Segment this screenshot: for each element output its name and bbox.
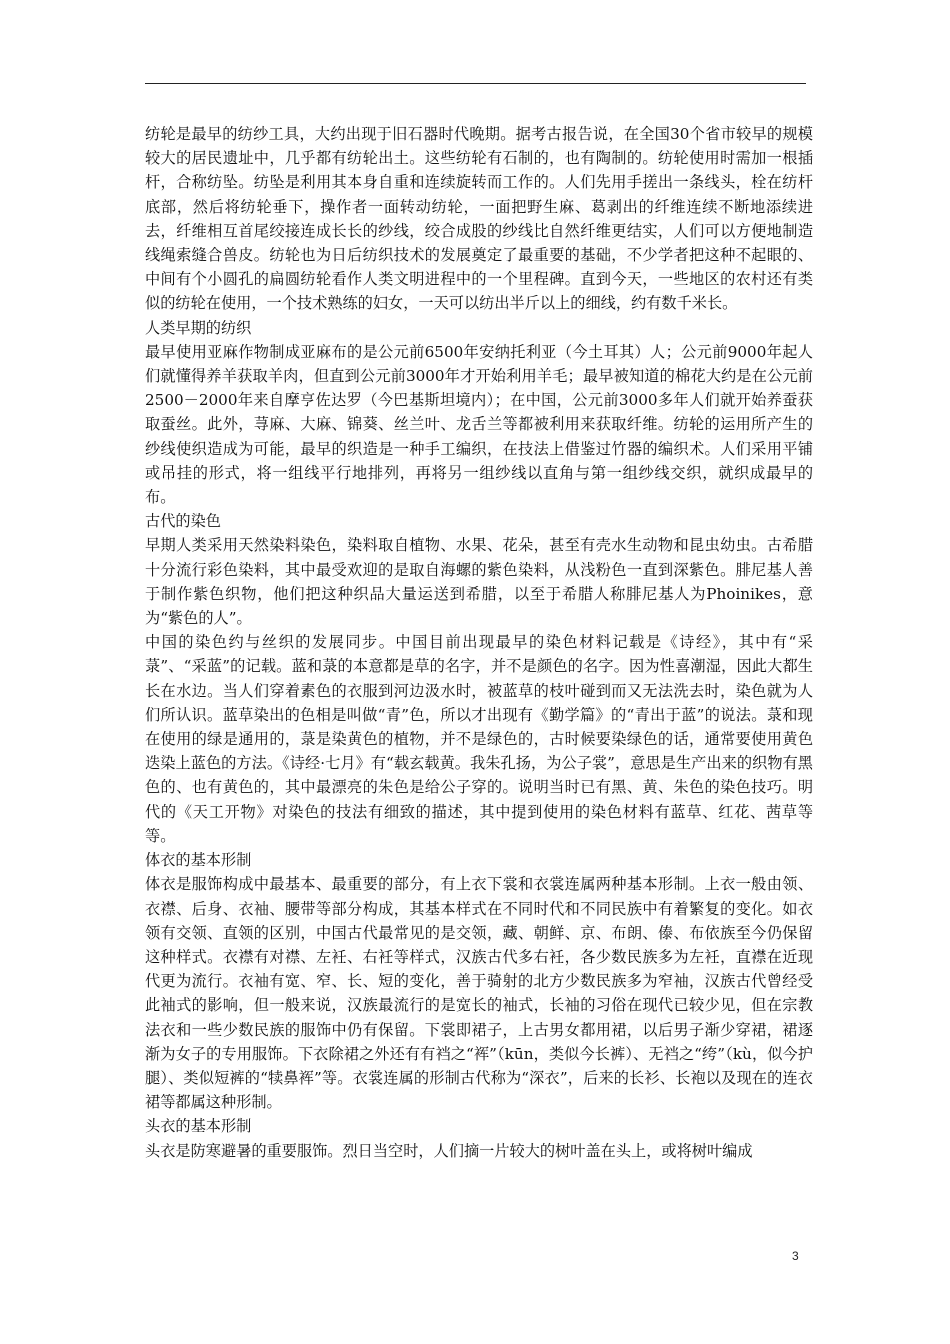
page-number: 3: [792, 1249, 799, 1263]
heading-early-textiles: 人类早期的纺织: [145, 318, 252, 337]
paragraph-body-garment: 体衣是服饰构成中最基本、最重要的部分，有上衣下裳和衣裳连属两种基本形制。上衣一般由领、衣襟、后身、衣袖、腰带等部分构成，其基本样式在不同时代和不同民族中有着繁复的变化。如衣领有交领、直领的区别，中国古代最常见的是交领，藏、朝鲜、京、布朗、傣、布依族至今仍保留这种样式。衣襟有对襟、左衽、右衽等样式，汉族古代多右衽，各少数民族多为左衽，直襟在近现代更为流行。衣袖有宽、窄、长、短的变化，善于骑射的北方少数民族多为窄袖，汉族古代曾经受此袖式的影响，但一般来说，汉族最流行的是宽长的袖式，长袖的习俗在现代已较少见，但在宗教法衣和一些少数民族的服饰中仍有保留。下裳即裙子，上古男女都用裙，以后男子渐少穿裙，裙逐渐为女子的专用服饰。下衣除裙之外还有有裆之“裈”（kūn，类似今长裤）、无裆之“绔”（kù，似今护腿）、类似短裤的“犊鼻裈”等。衣裳连属的形制古代称为“深衣”，后来的长衫、长袍以及现在的连衣裙等都属这种形制。: [145, 875, 813, 1112]
document-body: [145, 122, 813, 1163]
paragraph-ancient-dyeing-2: 中国的染色约与丝织的发展同步。中国目前出现最早的染色材料记载是《诗经》，其中有“采菉”、“采蓝”的记载。蓝和菉的本意都是草的名字，并不是颜色的名字。因为性喜潮湿，因此大都生长在水边。当人们穿着素色的衣服到河边汲水时，被蓝草的枝叶碰到而又无法洗去时，染色就为人们所认识。蓝草染出的色相是叫做“青”色，所以才出现有《勤学篇》的“青出于蓝”的说法。菉和现在使用的绿是通用的，菉是染黄色的植物，并不是绿色的，古时候要染绿色的话，通常要使用黄色迭染上蓝色的方法。《诗经·七月》有“载玄载黄。我朱孔扬，为公子裳”，意思是生产出来的织物有黑色的、也有黄色的，其中最漂亮的朱色是给公子穿的。说明当时已有黑、黄、朱色的染色技巧。明代的《天工开物》对染色的技法有细致的描述，其中提到使用的染色材料有蓝草、红花、茜草等等。: [145, 633, 813, 845]
heading-body-garment: 体衣的基本形制: [145, 851, 252, 870]
paragraph-head-garment: 头衣是防寒避暑的重要服饰。烈日当空时，人们摘一片较大的树叶盖在头上，或将树叶编成: [145, 1141, 753, 1160]
heading-head-garment: 头衣的基本形制: [145, 1117, 252, 1136]
heading-ancient-dyeing: 古代的染色: [145, 512, 221, 531]
header-rule: [145, 83, 806, 84]
paragraph-ancient-dyeing-1: 早期人类采用天然染料染色，染料取自植物、水果、花朵，甚至有壳水生动物和昆虫幼虫。古希腊十分流行彩色染料，其中最受欢迎的是取自海螺的紫色染料，从浅粉色一直到深紫色。腓尼基人善于制作紫色织物，他们把这种织品大量运送到希腊，以至于希腊人称腓尼基人为Phoinikes，意为“紫色的人”。: [145, 536, 813, 628]
paragraph-spinning-wheel: 纺轮是最早的纺纱工具，大约出现于旧石器时代晚期。据考古报告说，在全国30个省市较早的规模较大的居民遗址中，几乎都有纺轮出土。这些纺轮有石制的，也有陶制的。纺轮使用时需加一根插杆，合称纺坠。纺坠是利用其本身自重和连续旋转而工作的。人们先用手搓出一条线头，栓在纺杆底部，然后将纺轮垂下，操作者一面转动纺轮，一面把野生麻、葛剥出的纤维连续不断地添续进去，纤维相互首尾绞接连成长长的纱线，绞合成股的纱线比自然纤维更结实，人们可以方便地制造线绳索缝合兽皮。纺轮也为日后纺织技术的发展奠定了最重要的基础，不少学者把这种不起眼的、中间有个小圆孔的扁圆纺轮看作人类文明进程中的一个里程碑。直到今天，一些地区的农村还有类似的纺轮在使用，一个技术熟练的妇女，一天可以纺出半斤以上的细线，约有数千米长。: [145, 125, 813, 313]
paragraph-early-textiles: 最早使用亚麻作物制成亚麻布的是公元前6500年安纳托利亚（今土耳其）人；公元前9000年起人们就懂得养羊获取羊肉，但直到公元前3000年才开始利用羊毛；最早被知道的棉花大约是在公元前2500－2000年来自摩亨佐达罗（今巴基斯坦境内）；在中国，公元前3000多年人们就开始养蚕获取蚕丝。此外，荨麻、大麻、锦葵、丝兰叶、龙舌兰等都被利用来获取纤维。纺轮的运用所产生的纱线使织造成为可能，最早的织造是一种手工编织，在技法上借鉴过竹器的编织术。人们采用平铺或吊挂的形式，将一组线平行地排列，再将另一组纱线以直角与第一组纱线交织，就织成最早的布。: [145, 342, 813, 507]
